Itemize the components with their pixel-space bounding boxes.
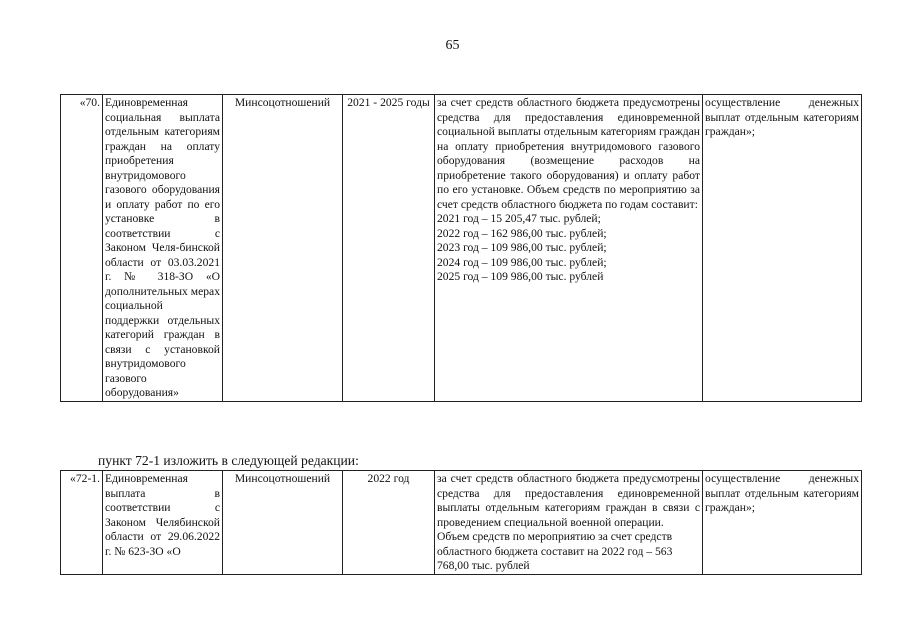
measures-table-row-70 [60, 94, 862, 402]
funding-text: за счет средств областного бюджета предусмотрены средства для предоставления единовременной социальной выплаты отдельным категориям граждан на оплату приобретения внутридомового газового оборудования (возмещение расходов на приобретение такого оборудования) и оплату работ по его установке. Объем средств по мероприятию за счет средств областного бюджета по годам составит: [437, 96, 700, 211]
implementation-term: 2022 год [343, 471, 435, 575]
page-number: 65 [445, 38, 460, 53]
expected-result: осуществление денежных выплат отдельным категориям граждан»; [703, 471, 862, 575]
table-row [61, 95, 862, 402]
funding-year-line: 2025 год – 109 986,00 тыс. рублей [437, 270, 604, 283]
funding-description [435, 471, 703, 575]
amendment-instruction: пункт 72-1 изложить в следующей редакции: [98, 453, 359, 468]
funding-total: Объем средств по мероприятию за счет средств областного бюджета составит на 2022 год – 563 768,00 тыс. рублей [437, 530, 673, 572]
funding-year-line: 2021 год – 15 205,47 тыс. рублей; [437, 212, 601, 225]
table-row [61, 471, 862, 575]
item-number: «72-1. [61, 471, 103, 575]
implementation-term: 2021 - 2025 годы [343, 95, 435, 402]
funding-description [435, 95, 703, 402]
responsible-org: Минсоцотношений [223, 95, 343, 402]
funding-text: за счет средств областного бюджета предусмотрены средства для предоставления единовременной выплаты отдельным категориям граждан в связи с проведением специальной военной операции. [437, 472, 700, 529]
expected-result: осуществление денежных выплат отдельным категориям граждан»; [703, 95, 862, 402]
funding-year-line: 2024 год – 109 986,00 тыс. рублей; [437, 255, 607, 269]
item-number: «70. [61, 95, 103, 402]
funding-year-line: 2022 год – 162 986,00 тыс. рублей; [437, 226, 607, 240]
measures-table-row-72-1 [60, 470, 862, 575]
measure-name: Единовременная социальная выплата отдельным категориям граждан на оплату приобретения внутридомового газового оборудования и оплату работ по его установке в соответствии с Законом Челя-бинской области от 03.03.2021 г. № 318-ЗО «О дополнительных мерах социальной поддержки отдельных категорий граждан в связи с установкой внутридомового газового оборудования» [103, 95, 223, 402]
responsible-org: Минсоцотношений [223, 471, 343, 575]
measure-name: Единовременная выплата в соответствии с Законом Челябинской области от 29.06.2022 г. № 623-ЗО «О [103, 471, 223, 575]
funding-year-line: 2023 год – 109 986,00 тыс. рублей; [437, 241, 607, 254]
